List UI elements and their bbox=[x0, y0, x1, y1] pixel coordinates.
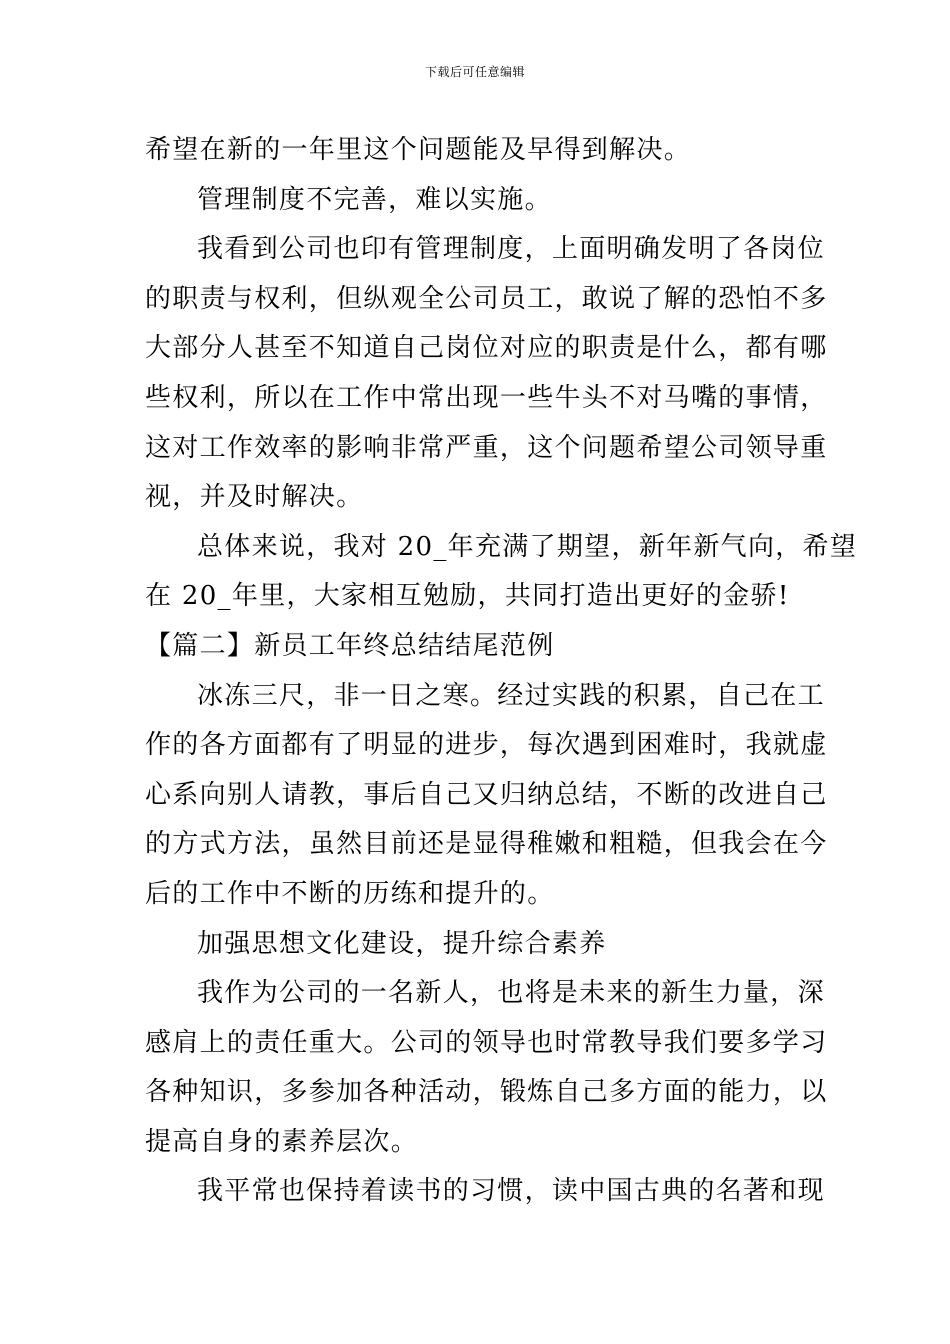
text-line-18: 我作为公司的一名新人，也将是未来的新生力量，深 bbox=[197, 978, 825, 1009]
text-line-14: 心系向别人请教，事后自己又归纳总结，不断的改进自己 bbox=[145, 779, 828, 810]
text-line-9: 总体来说，我对 20_年充满了期望，新年新气向，希望 bbox=[197, 531, 858, 562]
page-header: 下载后可任意编辑 bbox=[424, 65, 525, 79]
text-line-5: 大部分人甚至不知道自己岗位对应的职责是什么，都有哪 bbox=[145, 333, 828, 364]
text-line-12: 冰冻三尺，非一日之寒。经过实践的积累，自己在工 bbox=[197, 680, 825, 711]
text-line-13: 作的各方面都有了明显的进步，每次遇到困难时，我就虚 bbox=[145, 730, 828, 761]
text-line-8: 视，并及时解决。 bbox=[145, 482, 364, 513]
text-line-7: 这对工作效率的影响非常严重，这个问题希望公司领导重 bbox=[145, 432, 828, 463]
text-line-15: 的方式方法，虽然目前还是显得稚嫩和粗糙，但我会在今 bbox=[145, 829, 828, 860]
text-line-6: 些权利，所以在工作中常出现一些牛头不对马嘴的事情， bbox=[145, 382, 828, 413]
text-line-20: 各种知识，多参加各种活动，锻炼自己多方面的能力，以 bbox=[145, 1077, 828, 1108]
text-line-22: 我平常也保持着读书的习惯，读中国古典的名著和现 bbox=[197, 1176, 825, 1207]
text-line-19: 感肩上的责任重大。公司的领导也时常教导我们要多学习 bbox=[145, 1027, 828, 1058]
document-body bbox=[145, 126, 858, 1217]
text-line-2: 管理制度不完善，难以实施。 bbox=[197, 184, 552, 215]
text-line-4: 的职责与权利，但纵观全公司员工，敢说了解的恐怕不多 bbox=[145, 283, 828, 314]
text-line-10: 在 20_年里，大家相互勉励，共同打造出更好的金骄! bbox=[145, 581, 790, 612]
text-line-16: 后的工作中不断的历练和提升的。 bbox=[145, 878, 555, 909]
text-line-21: 提高自身的素养层次。 bbox=[145, 1126, 419, 1157]
text-line-1: 希望在新的一年里这个问题能及早得到解决。 bbox=[145, 135, 692, 165]
text-line-3: 我看到公司也印有管理制度，上面明确发明了各岗位 bbox=[197, 234, 825, 265]
subheading-line: 加强思想文化建设，提升综合素养 bbox=[197, 928, 607, 959]
section-heading: 【篇二】新员工年终总结结尾范例 bbox=[145, 630, 555, 661]
